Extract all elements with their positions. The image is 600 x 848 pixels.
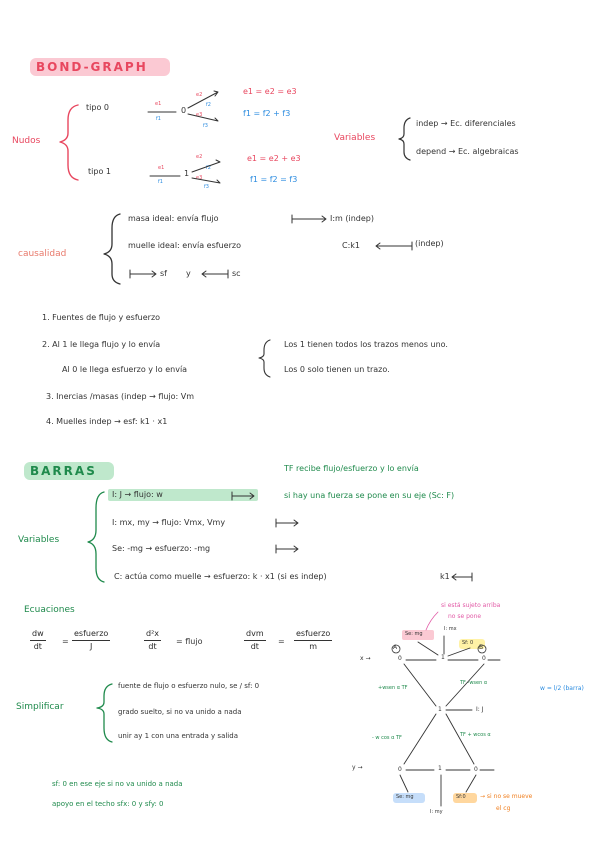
- eq-f-tipo0: f1 = f2 + f3: [243, 109, 291, 118]
- nudos-label: Nudos: [12, 136, 41, 146]
- rule-2: 2. Al 1 le llega flujo y lo envía: [42, 340, 161, 349]
- frac-esfm-num: esfuerzo: [294, 630, 332, 641]
- tipo1-label: tipo 1: [88, 167, 111, 176]
- node-a-circle: [392, 645, 400, 653]
- barras-variables-label: Variables: [18, 535, 60, 545]
- mid-to-bottom-left: [404, 714, 436, 764]
- frac-dw-num: dw: [30, 630, 46, 641]
- masa-line: masa ideal: envía flujo: [128, 214, 219, 223]
- sf0-bottom: Sf:0: [456, 794, 466, 800]
- pink-note-1: si está sujeto arriba: [441, 602, 501, 609]
- bottom-down-right: [466, 775, 476, 792]
- imx-top: I: mx: [444, 626, 457, 632]
- zero-b-bottom: 0: [474, 766, 478, 773]
- rule-4: 4. Muelles indep → esf: k1 · x1: [46, 417, 168, 426]
- bond-0-out-up: [188, 91, 218, 108]
- muelle-result: C:k1: [342, 241, 361, 250]
- e1-label: e1: [155, 101, 162, 107]
- bond-graph-title: BOND-GRAPH: [36, 60, 148, 74]
- x-arrow-label: x →: [360, 655, 371, 662]
- rule-2b: Al 0 le llega esfuerzo y lo envía: [62, 365, 188, 374]
- tf-right-bottom: TF + wcos α: [460, 732, 491, 738]
- rules-note-2: Los 0 solo tienen un trazo.: [284, 365, 390, 374]
- tf-left-bottom: - w cos α TF: [372, 735, 402, 741]
- var2-arrow: [276, 519, 298, 527]
- sf0-note-2: el cg: [496, 805, 511, 812]
- zero-a-top: 0: [398, 655, 402, 662]
- depend-line: depend → Ec. algebraicas: [416, 147, 519, 156]
- frac-esf-num: esfuerzo: [72, 630, 110, 641]
- simpl-3: unir ay 1 con una entrada y salida: [118, 732, 238, 740]
- node-b-circle: [478, 645, 486, 653]
- one-bottom: 1: [438, 765, 442, 772]
- e2-label: e2: [196, 92, 203, 98]
- causalidad-label: causalidad: [18, 249, 67, 259]
- tipo0-label: tipo 0: [86, 103, 109, 112]
- ij-label: I: J: [476, 706, 484, 713]
- f3-label: f3: [203, 123, 208, 129]
- node-b-label: B: [479, 644, 484, 651]
- wl-note: w = l/2 (barra): [540, 685, 584, 692]
- barras-title: BARRAS: [30, 464, 97, 478]
- var-4: C: actúa como muelle → esfuerzo: k · x1 (si es indep): [114, 572, 327, 581]
- muelle-indep: (indep): [415, 239, 444, 248]
- top-to-mid-right: [446, 664, 484, 706]
- var-2: I: mx, my → flujo: Vmx, Vmy: [112, 518, 226, 527]
- simpl-2: grado suelto, si no va unido a nada: [118, 708, 242, 716]
- tf-right-top: TF -wsen α: [460, 680, 488, 686]
- bond-1-out-up: [192, 160, 220, 172]
- rule-3: 3. Inercias /masas (indep → flujo: Vm: [46, 392, 195, 401]
- variables-label: Variables: [334, 133, 376, 143]
- sc-label: sc: [232, 269, 241, 278]
- tf-note-1: TF recibe flujo/esfuerzo y lo envía: [284, 464, 419, 473]
- imy-bottom: I: my: [430, 809, 443, 815]
- sf-label: sf: [160, 269, 167, 278]
- sf0-note-1: → si no se mueve: [480, 793, 533, 800]
- eq-flujo: = flujo: [176, 637, 203, 646]
- pink-note-arrow: [426, 612, 438, 630]
- frac-d2x-den: dt: [148, 642, 157, 651]
- var-3: Se: -mg → esfuerzo: -mg: [112, 544, 211, 553]
- note-sf0: sf: 0 en ese eje si no va unido a nada: [52, 780, 183, 788]
- se-mg-bottom: Se: mg: [396, 794, 414, 800]
- eq-e-tipo0: e1 = e2 = e3: [243, 87, 297, 96]
- top-bond-up-right: [448, 648, 470, 656]
- rule-1: 1. Fuentes de flujo y esfuerzo: [42, 313, 161, 322]
- one-top: 1: [441, 654, 445, 661]
- masa-arrow: [292, 215, 326, 223]
- ecuaciones-title: Ecuaciones: [24, 605, 75, 615]
- eq-sign-2: =: [278, 637, 285, 646]
- var4-arrow: [452, 573, 472, 581]
- variables-bracket: [399, 118, 410, 160]
- frac-dvm-num: dvm: [244, 630, 266, 641]
- sc-arrow: [202, 270, 228, 278]
- simplificar-bracket: [97, 684, 112, 742]
- f3-label-2: f3: [204, 184, 209, 190]
- f1-label: f1: [156, 116, 161, 122]
- masa-result: I:m (indep): [330, 214, 375, 223]
- zero-a-bottom: 0: [398, 766, 402, 773]
- one-middle: 1: [438, 706, 442, 713]
- tf-note-2: si hay una fuerza se pone en su eje (Sc: F): [284, 491, 455, 500]
- one-node: 1: [184, 169, 190, 178]
- bottom-down-left: [400, 775, 408, 792]
- indep-line: indep → Ec. diferenciales: [416, 119, 516, 128]
- e3-label-2: e3: [196, 175, 203, 181]
- sf-arrow: [130, 270, 156, 278]
- causalidad-bracket: [104, 214, 120, 284]
- bond-1-out-down: [192, 175, 220, 183]
- e2-label-2: e2: [196, 154, 203, 160]
- y-label: y: [186, 269, 191, 278]
- simpl-1: fuente de flujo o esfuerzo nulo, se / sf: 0: [118, 682, 260, 690]
- frac-esfm-den: m: [309, 642, 318, 651]
- rules-note-1: Los 1 tienen todos los trazos menos uno.: [284, 340, 448, 349]
- node-a-label: A: [393, 644, 398, 651]
- tf-left-top: +wsen α TF: [378, 685, 408, 691]
- top-bond-up-left: [418, 642, 438, 655]
- pink-note-2: no se pone: [448, 613, 482, 620]
- sf0-top: Sf: 0: [462, 640, 474, 646]
- bond-0-out-down: [188, 114, 218, 121]
- var-1: I: J → flujo: w: [112, 490, 163, 499]
- var3-arrow: [276, 545, 298, 553]
- zero-b-top: 0: [482, 655, 486, 662]
- y-arrow-label: y →: [352, 764, 363, 771]
- simplificar-label: Simplificar: [16, 702, 64, 712]
- mid-to-bottom-right: [446, 714, 474, 764]
- frac-esf-den: J: [89, 642, 93, 651]
- eq-f-tipo1: f1 = f2 = f3: [250, 175, 298, 184]
- note-apoyo: apoyo en el techo sfx: 0 y sfy: 0: [52, 800, 164, 808]
- muelle-line: muelle ideal: envía esfuerzo: [128, 241, 241, 250]
- var-4-tail: k1: [440, 572, 450, 581]
- f1-label-2: f1: [158, 179, 163, 185]
- frac-dw-den: dt: [33, 642, 42, 651]
- frac-d2x-num: d²x: [144, 630, 161, 641]
- f2-label: f2: [206, 102, 211, 108]
- rules-bracket: [259, 340, 270, 377]
- frac-dvm-den: dt: [250, 642, 259, 651]
- eq-e-tipo1: e1 = e2 + e3: [247, 154, 301, 163]
- top-to-mid-left: [404, 664, 436, 706]
- zero-node: 0: [181, 106, 187, 115]
- barras-bracket: [88, 492, 104, 582]
- e1-label-2: e1: [158, 165, 165, 171]
- nudos-bracket: [60, 105, 78, 180]
- se-mg-top: Se: mg: [405, 631, 423, 637]
- eq-sign-1: =: [62, 637, 69, 646]
- var1-arrow: [232, 492, 254, 500]
- e3-label: e3: [196, 112, 203, 118]
- f2-label-2: f2: [206, 165, 211, 171]
- muelle-arrow: [376, 242, 412, 250]
